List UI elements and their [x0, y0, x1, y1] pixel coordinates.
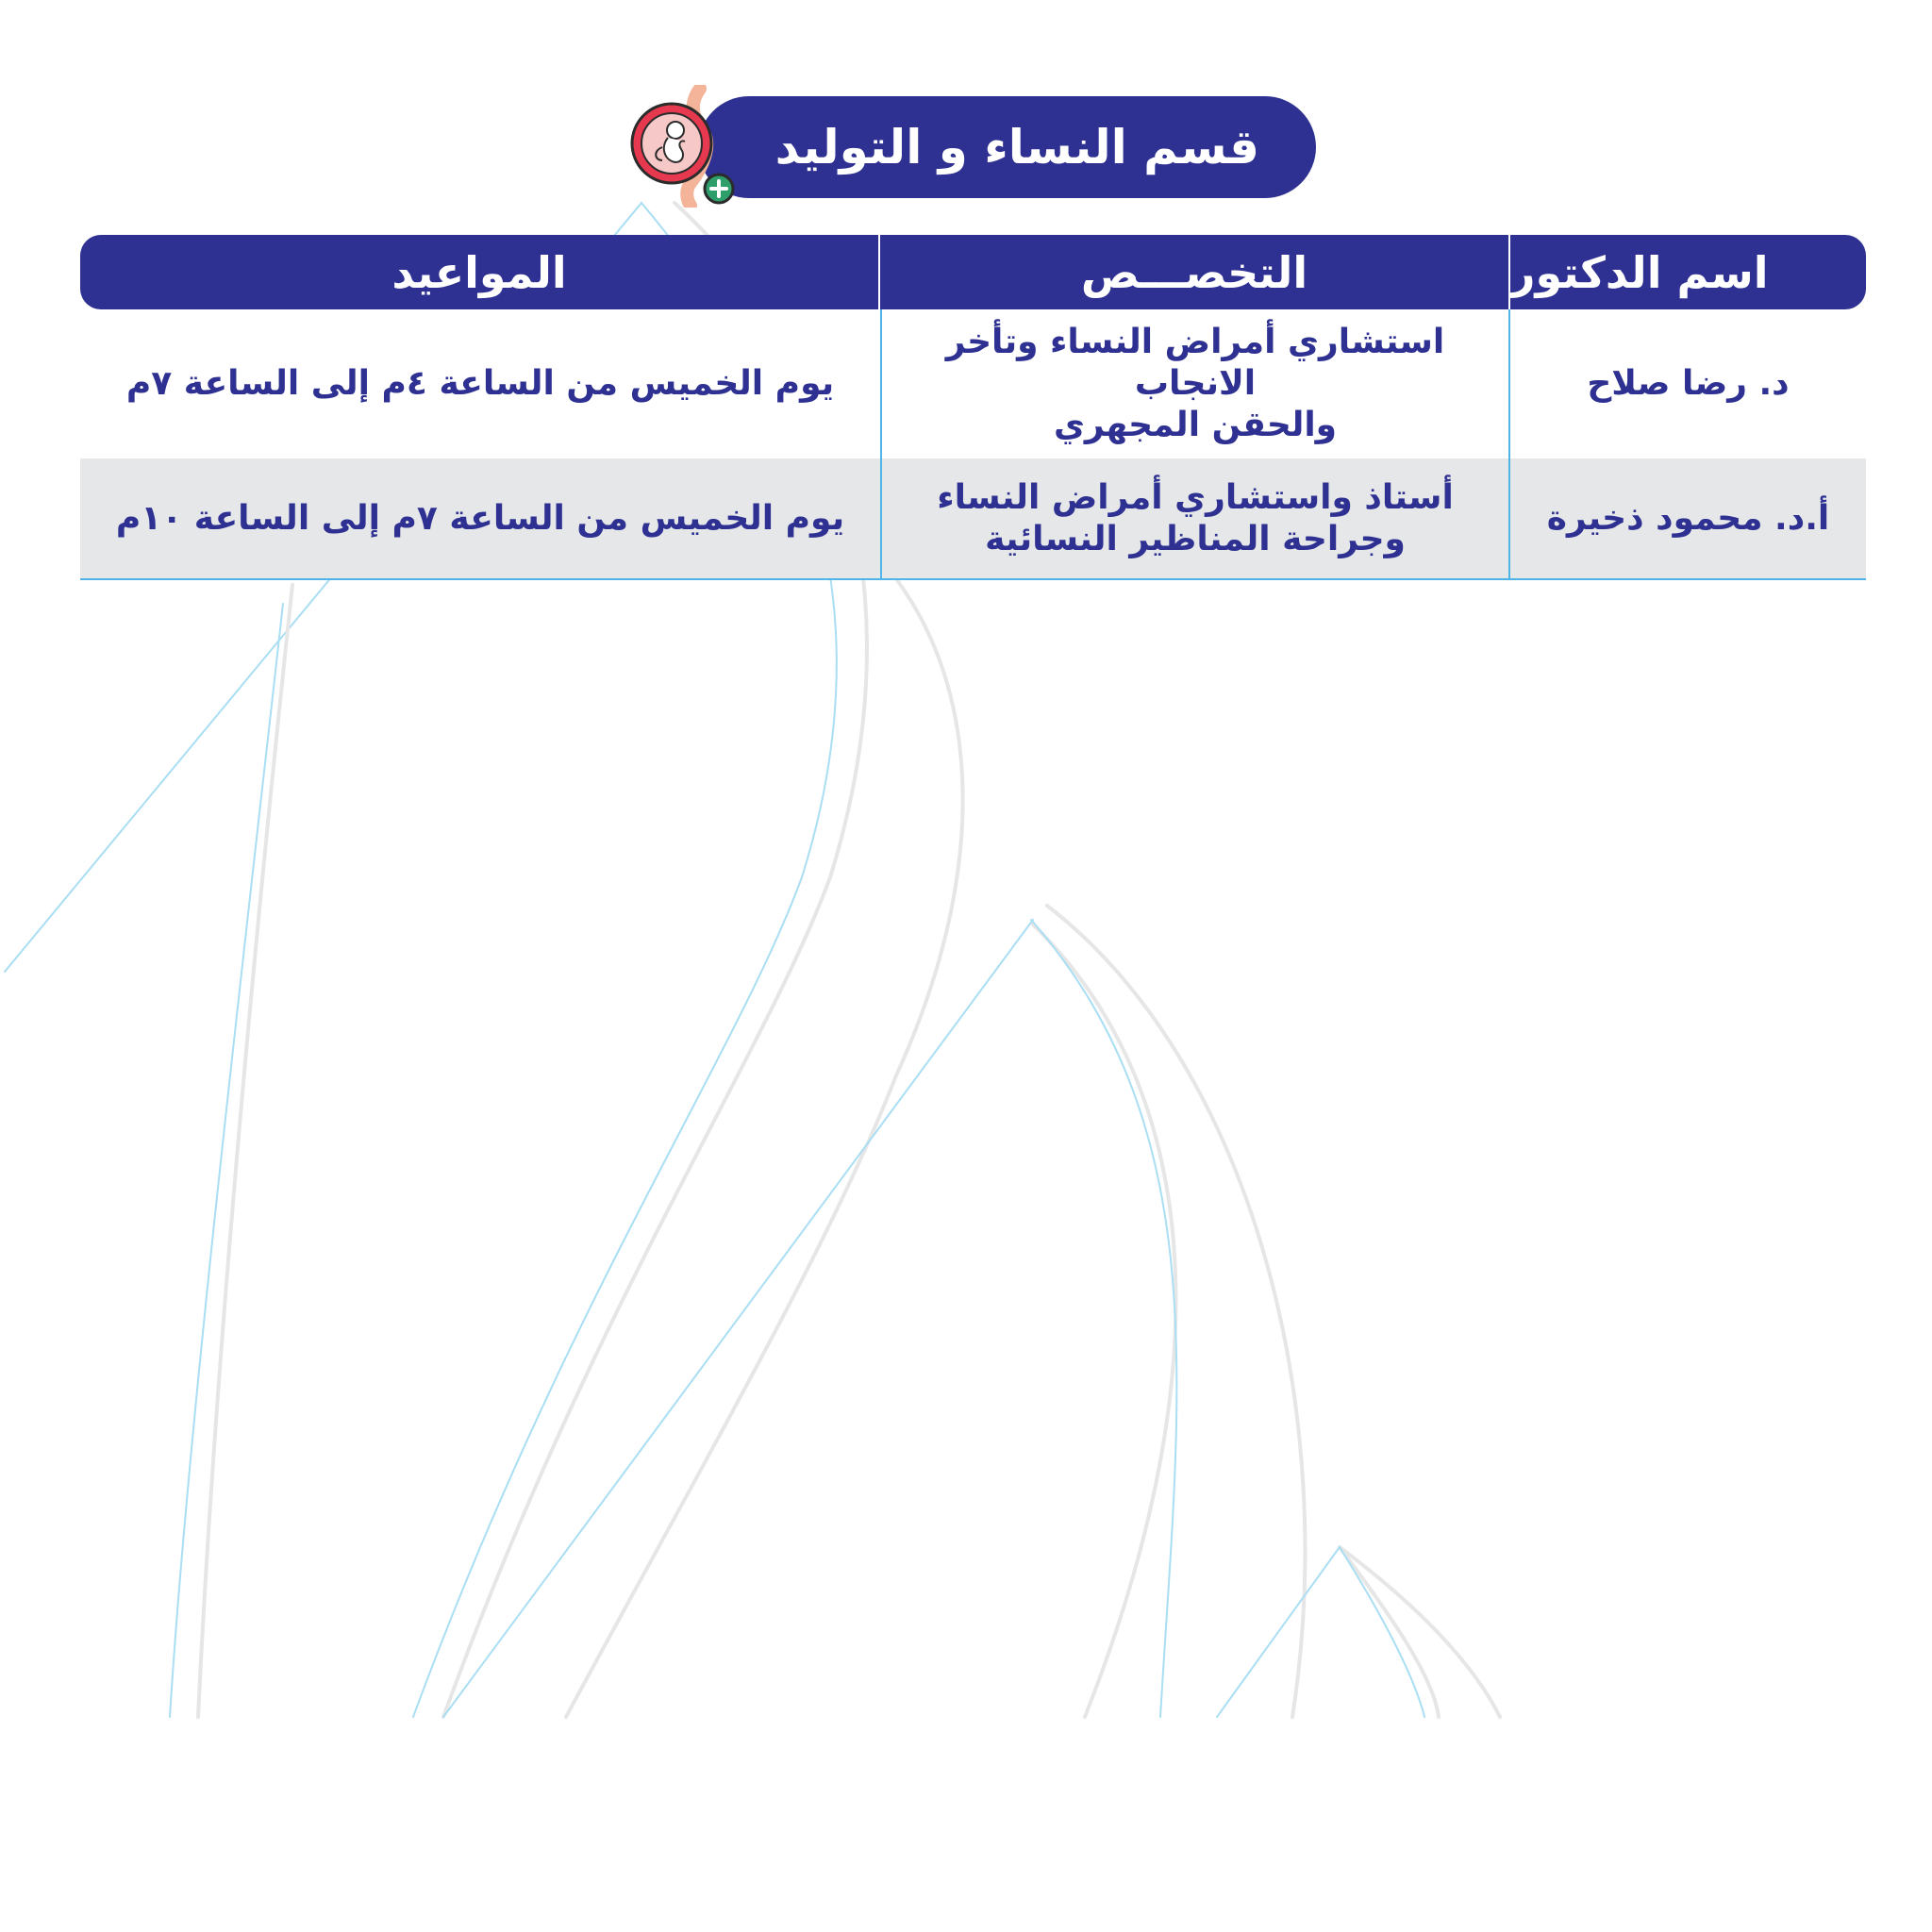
appointments-cell: يوم الخميس من الساعة ٤م إلى الساعة ٧م: [125, 364, 835, 404]
specialty-line: والحقن المجهري: [1053, 405, 1338, 444]
doctor-name-cell: أ.د. محمود ذخيرة: [1546, 498, 1830, 538]
page-title: قسم النساء و التوليد: [774, 120, 1259, 175]
specialty-cell: [880, 458, 1510, 578]
specialty-line: وجراحة المناظير النسائية: [985, 519, 1406, 558]
specialty-cell: [880, 309, 1510, 458]
doctor-name-cell: د. رضا صلاح: [1587, 364, 1790, 404]
doctors-schedule-table: [80, 235, 1866, 580]
header-specialty: التخصـــص: [880, 235, 1510, 309]
section-title-banner: [698, 96, 1316, 198]
table-row: [80, 458, 1866, 580]
pregnancy-fetus-icon: [625, 85, 747, 208]
specialty-line: أستاذ واستشاري أمراض النساء: [937, 477, 1454, 517]
header-appointments: المواعيد: [80, 235, 880, 309]
table-header-row: [80, 235, 1866, 309]
header-doctor-name: اسم الدكتور: [1510, 246, 1769, 298]
specialty-line: استشاري أمراض النساء وتأخر الانجاب: [945, 323, 1445, 404]
table-row: [80, 309, 1866, 458]
appointments-cell: يوم الخميس من الساعة ٧م إلى الساعة ١٠م: [115, 498, 845, 538]
